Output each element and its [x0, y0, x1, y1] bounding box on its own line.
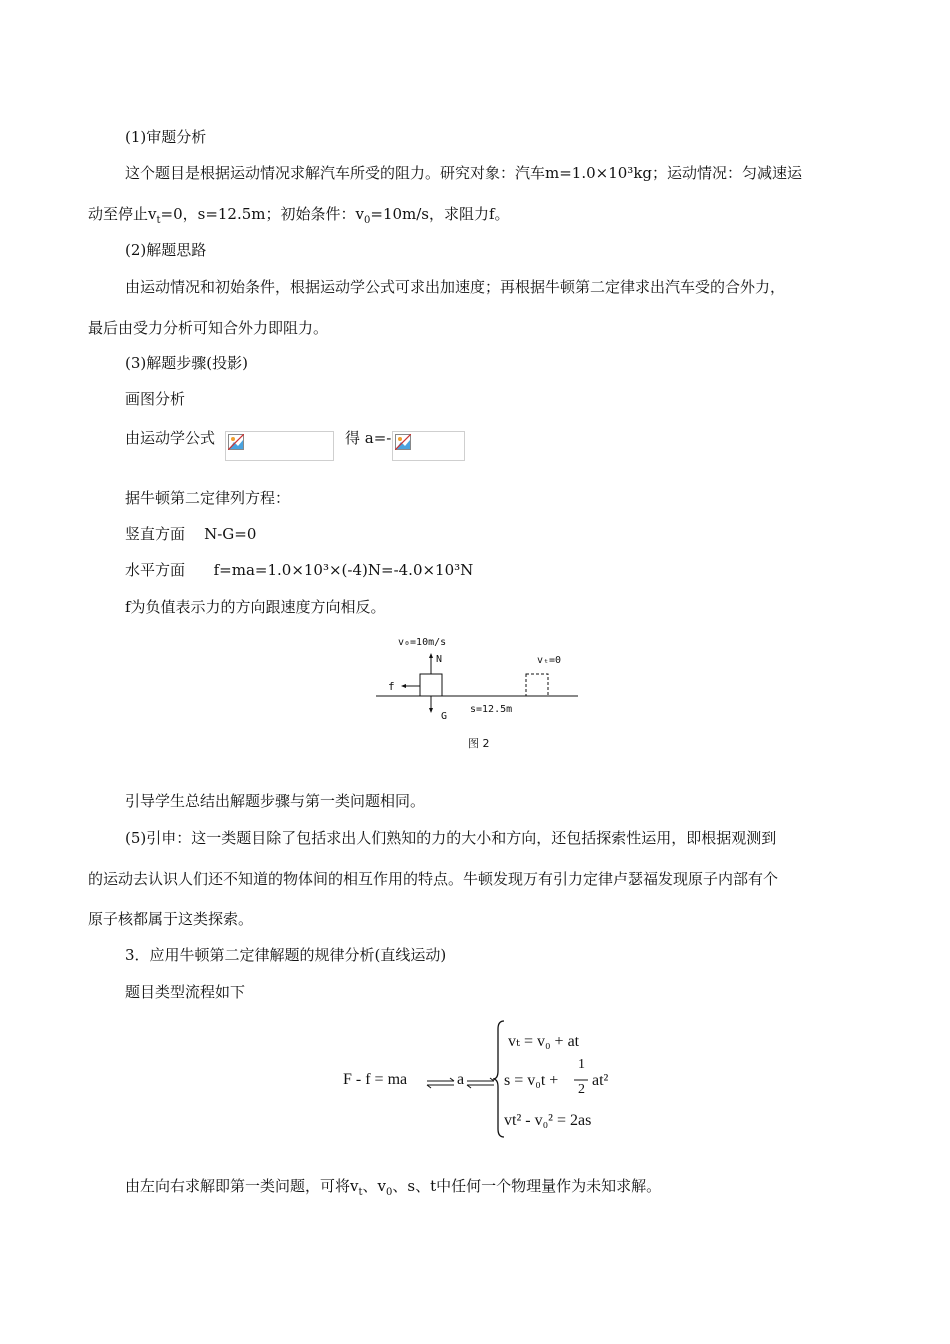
paragraph-line: 由左向右求解即第一类问题，可将$v_t$、$v_0$、s、t中任何一个物理量作为未知求解。	[125, 1177, 662, 1198]
heading-steps: (3)解题步骤(投影)	[125, 354, 248, 372]
paragraph-line: 的运动去认识人们还不知道的物体间的相互作用的特点。牛顿发现万有引力定律卢瑟福发现原子内部有个	[88, 870, 779, 888]
section-heading: 3．应用牛顿第二定律解题的规律分析(直线运动)	[125, 946, 447, 964]
equation-line: 竖直方面 N-G=0	[125, 525, 257, 543]
formula-image-placeholder	[392, 431, 465, 461]
car-final-block	[526, 674, 548, 696]
figure-2-diagram	[370, 630, 585, 760]
equation-line: 水平方面 f=ma=1.0×10³×(-4)N=-4.0×10³N	[125, 561, 474, 579]
double-arrow-icon	[426, 1075, 456, 1091]
paragraph-line: 据牛顿第二定律列方程：	[125, 489, 291, 507]
heading-analysis: (1)审题分析	[125, 128, 207, 146]
paragraph-line: 由运动情况和初始条件，根据运动学公式可求出加速度；再根据牛顿第二定律求出汽车受的合外力，	[125, 278, 786, 296]
G-label: G	[441, 711, 448, 722]
broken-image-icon	[395, 434, 411, 450]
fraction-denominator: 2	[578, 1082, 585, 1097]
paragraph-line: 得 a=-	[345, 429, 392, 447]
vt-label: vₜ=0	[537, 655, 562, 666]
paragraph-line: 最后由受力分析可知合外力即阻力。	[88, 319, 329, 337]
paragraph-line: (5)引申：这一类题目除了包括求出人们熟知的力的大小和方向，还包括探索性运用，即根据观测到	[125, 829, 777, 847]
figure-caption: 图 2	[468, 737, 490, 750]
paragraph-line: 引导学生总结出解题步骤与第一类问题相同。	[125, 792, 426, 810]
paragraph-line: 由运动学公式	[125, 429, 216, 447]
equation-displacement-tail: at²	[592, 1072, 609, 1089]
fraction-bar	[574, 1079, 588, 1081]
equation-velocity: vₜ = v₀ + at	[508, 1033, 580, 1050]
N-label: N	[436, 654, 443, 665]
car-block	[420, 674, 442, 696]
equation-displacement: s = v₀t +	[504, 1072, 559, 1089]
paragraph-line: 题目类型流程如下	[125, 983, 246, 1001]
equation-velocity-squared: vt² - v₀² = 2as	[504, 1112, 592, 1129]
paragraph-line: f为负值表示力的方向跟速度方向相反。	[125, 598, 386, 616]
paragraph-line: 画图分析	[125, 390, 186, 408]
s-label: s=12.5m	[470, 704, 513, 715]
paragraph-line: 原子核都属于这类探索。	[88, 910, 254, 928]
paragraph-line: 动至停止$v_t=0$，s=12.5m；初始条件：$v_0=10m/s$，求阻力f。	[88, 205, 510, 226]
flow-formula	[330, 1015, 630, 1145]
formula-a: a	[457, 1071, 465, 1088]
fraction-numerator: 1	[578, 1057, 585, 1072]
paragraph-line: 这个题目是根据运动情况求解汽车所受的阻力。研究对象：汽车m=1.0×10³kg；运动情况：匀减速运	[125, 164, 803, 182]
f-label: f	[388, 680, 395, 693]
heading-approach: (2)解题思路	[125, 241, 207, 259]
formula-left: F - f = ma	[343, 1071, 408, 1088]
v0-label: v₀=10m/s	[398, 637, 447, 648]
broken-image-icon	[228, 434, 244, 450]
formula-image-placeholder	[225, 431, 334, 461]
